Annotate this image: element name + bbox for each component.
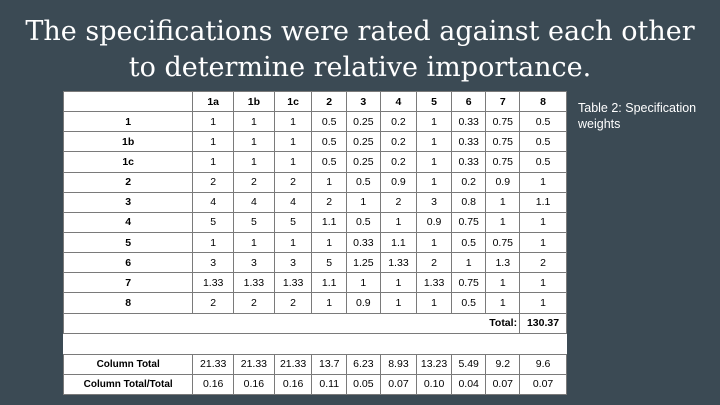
spacer-row <box>64 333 567 354</box>
table-cell: 0.33 <box>451 112 486 132</box>
table-cell: 0.5 <box>520 132 567 152</box>
table-cell: 0.5 <box>312 132 347 152</box>
column-header: 1a <box>193 92 234 112</box>
table-cell: 1 <box>486 273 520 293</box>
table-cell: 1 <box>520 212 567 232</box>
table-cell: 1 <box>417 232 452 252</box>
table-cell: 1.25 <box>347 253 381 273</box>
column-total-label: Column Total <box>64 354 193 374</box>
table-cell: 0.9 <box>417 212 452 232</box>
table-cell: 0.5 <box>520 112 567 132</box>
table-cell: 1.33 <box>234 273 275 293</box>
table-cell: 1 <box>193 232 234 252</box>
row-header: 1c <box>64 152 193 172</box>
table-cell: 1 <box>380 273 417 293</box>
table-cell: 0.2 <box>380 132 417 152</box>
slide-title <box>0 14 720 86</box>
table-cell: 0.9 <box>486 172 520 192</box>
table-cell: 1.1 <box>520 192 567 212</box>
row-header: 6 <box>64 253 193 273</box>
row-header: 8 <box>64 293 193 313</box>
table-cell: 1 <box>274 112 312 132</box>
row-header: 4 <box>64 212 193 232</box>
column-ratio-label: Column Total/Total <box>64 374 193 394</box>
column-total-cell: 9.6 <box>520 354 567 374</box>
table-header-row <box>64 92 567 112</box>
table-cell: 1 <box>274 132 312 152</box>
table-cell: 0.5 <box>347 172 381 192</box>
table-cell: 1 <box>274 152 312 172</box>
table-cell: 0.25 <box>347 132 381 152</box>
table-cell: 0.75 <box>451 212 486 232</box>
column-header: 1c <box>274 92 312 112</box>
table-cell: 1 <box>234 152 275 172</box>
table-cell: 1 <box>234 232 275 252</box>
column-ratio-cell: 0.16 <box>234 374 275 394</box>
total-row <box>64 313 567 333</box>
table-cell: 0.75 <box>451 273 486 293</box>
table-cell: 1 <box>347 273 381 293</box>
table-cell: 2 <box>380 192 417 212</box>
column-ratio-cell: 0.16 <box>193 374 234 394</box>
column-header: 5 <box>417 92 452 112</box>
table-cell: 0.75 <box>486 112 520 132</box>
table-cell: 1 <box>234 132 275 152</box>
column-total-cell: 13.7 <box>312 354 347 374</box>
table-cell: 2 <box>193 172 234 192</box>
table-cell: 1.1 <box>312 273 347 293</box>
table-row <box>64 192 567 212</box>
table-cell: 0.2 <box>451 172 486 192</box>
table-cell: 0.33 <box>451 132 486 152</box>
column-ratio-row <box>64 374 567 394</box>
total-label: Total: <box>64 313 520 333</box>
table-cell: 5 <box>312 253 347 273</box>
table-cell: 1 <box>486 192 520 212</box>
table-row <box>64 152 567 172</box>
table-cell: 0.5 <box>347 212 381 232</box>
column-total-cell: 13.23 <box>417 354 452 374</box>
table-row <box>64 212 567 232</box>
table-cell: 0.33 <box>347 232 381 252</box>
table-row <box>64 112 567 132</box>
column-total-cell: 21.33 <box>234 354 275 374</box>
table-cell: 1.1 <box>312 212 347 232</box>
table-cell: 3 <box>193 253 234 273</box>
row-header: 1b <box>64 132 193 152</box>
column-ratio-cell: 0.05 <box>347 374 381 394</box>
table-cell: 5 <box>234 212 275 232</box>
table-cell: 1 <box>347 192 381 212</box>
column-header: 8 <box>520 92 567 112</box>
column-total-cell: 6.23 <box>347 354 381 374</box>
column-header <box>64 92 193 112</box>
column-header: 6 <box>451 92 486 112</box>
column-total-cell: 21.33 <box>274 354 312 374</box>
column-header: 4 <box>380 92 417 112</box>
table-cell: 0.75 <box>486 152 520 172</box>
specification-weights-table <box>63 91 567 395</box>
row-header: 2 <box>64 172 193 192</box>
spacer-cell <box>64 333 567 354</box>
column-ratio-cell: 0.07 <box>380 374 417 394</box>
table-cell: 0.5 <box>312 112 347 132</box>
table-cell: 1.33 <box>417 273 452 293</box>
table-cell: 0.8 <box>451 192 486 212</box>
column-total-cell: 8.93 <box>380 354 417 374</box>
column-total-cell: 21.33 <box>193 354 234 374</box>
table-cell: 4 <box>274 192 312 212</box>
table-cell: 1 <box>520 293 567 313</box>
table-cell: 0.9 <box>380 172 417 192</box>
table-cell: 0.5 <box>520 152 567 172</box>
table-cell: 0.5 <box>312 152 347 172</box>
specification-weights-table-image <box>63 91 567 395</box>
table-cell: 1 <box>486 293 520 313</box>
table-cell: 3 <box>234 253 275 273</box>
table-cell: 1 <box>520 273 567 293</box>
table-cell: 0.5 <box>451 232 486 252</box>
table-cell: 5 <box>274 212 312 232</box>
table-cell: 2 <box>193 293 234 313</box>
total-value: 130.37 <box>520 313 567 333</box>
table-cell: 2 <box>234 293 275 313</box>
table-cell: 0.5 <box>451 293 486 313</box>
table-cell: 0.75 <box>486 232 520 252</box>
table-caption: Table 2: Specification weights <box>578 101 697 131</box>
table-cell: 1 <box>417 172 452 192</box>
table-cell: 1.1 <box>380 232 417 252</box>
table-cell: 0.25 <box>347 152 381 172</box>
table-cell: 1 <box>520 172 567 192</box>
table-cell: 1 <box>451 253 486 273</box>
table-cell: 5 <box>193 212 234 232</box>
column-ratio-cell: 0.11 <box>312 374 347 394</box>
row-header: 3 <box>64 192 193 212</box>
table-cell: 2 <box>312 192 347 212</box>
table-cell: 2 <box>234 172 275 192</box>
table-cell: 1 <box>486 212 520 232</box>
table-row <box>64 273 567 293</box>
table-cell: 1 <box>274 232 312 252</box>
table-cell: 1 <box>312 232 347 252</box>
table-cell: 0.33 <box>451 152 486 172</box>
column-total-cell: 9.2 <box>486 354 520 374</box>
table-cell: 1 <box>380 293 417 313</box>
table-cell: 3 <box>274 253 312 273</box>
row-header: 7 <box>64 273 193 293</box>
table-cell: 1 <box>417 112 452 132</box>
table-cell: 1 <box>380 212 417 232</box>
table-cell: 1 <box>520 232 567 252</box>
column-ratio-cell: 0.07 <box>486 374 520 394</box>
table-cell: 1 <box>312 172 347 192</box>
column-total-cell: 5.49 <box>451 354 486 374</box>
row-header: 1 <box>64 112 193 132</box>
table-row <box>64 232 567 252</box>
column-ratio-cell: 0.10 <box>417 374 452 394</box>
table-cell: 2 <box>520 253 567 273</box>
table-cell: 1.33 <box>274 273 312 293</box>
table-cell: 1 <box>417 132 452 152</box>
column-header: 2 <box>312 92 347 112</box>
column-header: 1b <box>234 92 275 112</box>
table-cell: 0.2 <box>380 152 417 172</box>
table-cell: 4 <box>234 192 275 212</box>
table-cell: 0.9 <box>347 293 381 313</box>
table-cell: 2 <box>274 293 312 313</box>
table-cell: 1.33 <box>193 273 234 293</box>
table-row <box>64 293 567 313</box>
column-header: 7 <box>486 92 520 112</box>
column-total-row <box>64 354 567 374</box>
table-cell: 2 <box>417 253 452 273</box>
column-header: 3 <box>347 92 381 112</box>
table-cell: 0.75 <box>486 132 520 152</box>
column-ratio-cell: 0.04 <box>451 374 486 394</box>
table-row <box>64 253 567 273</box>
slide-title-line-1: The specifications were rated against each other <box>25 16 695 47</box>
table-cell: 1 <box>193 112 234 132</box>
table-cell: 0.2 <box>380 112 417 132</box>
table-cell: 1 <box>193 152 234 172</box>
table-cell: 1 <box>312 293 347 313</box>
table-cell: 1.3 <box>486 253 520 273</box>
table-cell: 4 <box>193 192 234 212</box>
table-cell: 0.25 <box>347 112 381 132</box>
column-ratio-cell: 0.07 <box>520 374 567 394</box>
table-cell: 1 <box>417 293 452 313</box>
table-row <box>64 132 567 152</box>
row-header: 5 <box>64 232 193 252</box>
table-cell: 1.33 <box>380 253 417 273</box>
slide-title-line-2: to determine relative importance. <box>128 52 592 83</box>
column-ratio-cell: 0.16 <box>274 374 312 394</box>
table-cell: 1 <box>193 132 234 152</box>
table-row <box>64 172 567 192</box>
table-cell: 1 <box>234 112 275 132</box>
table-cell: 2 <box>274 172 312 192</box>
table-cell: 3 <box>417 192 452 212</box>
table-cell: 1 <box>417 152 452 172</box>
